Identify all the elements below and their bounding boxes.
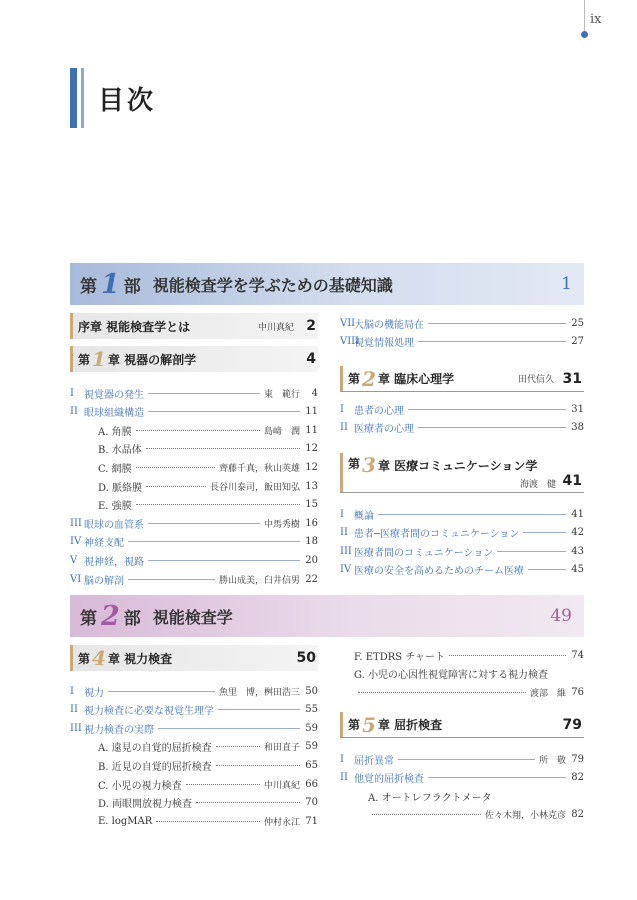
title-accent-bar-light xyxy=(81,68,84,128)
toc-leader xyxy=(136,467,215,468)
toc-leader xyxy=(449,655,566,656)
chapter-3-pre: 第 xyxy=(348,457,361,471)
toc-entry-label: 医療の安全を高めるためのチーム医療 xyxy=(354,566,524,578)
toc-entry[interactable] xyxy=(340,666,584,682)
toc-entry-number: I xyxy=(70,387,74,399)
toc-entry-page: 13 xyxy=(305,480,318,492)
toc-entry-page: 15 xyxy=(305,499,318,511)
toc-entry-page: 11 xyxy=(305,406,318,418)
chapter-3-title: 章 医療コミュニケーション学 xyxy=(377,459,538,473)
toc-entry-number: VII xyxy=(340,317,356,329)
toc-entry-number: III xyxy=(340,545,352,557)
toc-entry-number: II xyxy=(340,772,348,784)
toc-entry-label: 脳の解剖 xyxy=(84,575,124,587)
toc-entry-number: I xyxy=(340,403,344,415)
page-title: 目次 xyxy=(98,85,157,116)
toc-leader xyxy=(128,579,215,580)
toc-entry-page: 12 xyxy=(305,461,318,473)
toc-entry-label: 医療者の心理 xyxy=(354,423,414,435)
toc-entry-page: 76 xyxy=(571,686,584,698)
page-rule xyxy=(584,0,585,34)
toc-entry-page: 50 xyxy=(305,685,318,697)
chapter-1-header[interactable] xyxy=(70,346,318,372)
toc-leader xyxy=(358,692,526,693)
toc-entry-label: D. 両眼開放視力検査 xyxy=(98,799,193,811)
toc-leader xyxy=(148,411,300,412)
toc-entry[interactable] xyxy=(70,441,318,457)
toc-entry-author: 和田直子 xyxy=(263,743,300,754)
part-2-header xyxy=(70,595,584,637)
toc-leader xyxy=(136,504,300,505)
toc-leader xyxy=(148,393,260,394)
chapter-2-number: 2 xyxy=(362,366,376,391)
toc-entry-number: III xyxy=(70,722,82,734)
toc-entry-label: C. 小児の視力検査 xyxy=(98,780,182,792)
toc-entry[interactable] xyxy=(70,515,318,531)
toc-entry-label: 屈折異常 xyxy=(354,755,394,767)
chapter-4-number: 4 xyxy=(92,646,106,670)
part-1-number: 1 xyxy=(101,268,120,300)
toc-entry-page: 43 xyxy=(571,545,584,557)
toc-entry-number: II xyxy=(70,406,78,418)
toc-entry-label: 患者─医療者間のコミュニケーション xyxy=(354,529,520,541)
toc-entry[interactable] xyxy=(340,333,584,349)
toc-entry-label: 大脳の機能局在 xyxy=(354,319,424,331)
toc-entry-page: 25 xyxy=(571,317,584,329)
toc-entry-page: 31 xyxy=(571,403,584,415)
toc-entry-page: 16 xyxy=(305,517,318,529)
toc-entry-label: G. 小児の心因性視覚障害に対する視力検査 xyxy=(354,670,548,682)
toc-entry-label: 眼球の血管系 xyxy=(84,519,144,531)
toc-entry-label: 視力 xyxy=(84,687,104,699)
toc-entry-page: 59 xyxy=(305,722,318,734)
toc-leader xyxy=(418,427,566,428)
toc-entry[interactable] xyxy=(70,795,318,811)
toc-leader xyxy=(146,486,206,487)
toc-leader xyxy=(108,691,215,692)
toc-entry-author: 魚里 博，桝田浩三 xyxy=(218,687,300,698)
toc-leader xyxy=(186,784,260,785)
toc-entry[interactable] xyxy=(340,647,584,663)
toc-entry-page: 66 xyxy=(305,778,318,790)
toc-entry[interactable] xyxy=(340,770,584,786)
toc-entry-label: 他覚的屈折検査 xyxy=(354,774,424,786)
toc-leader xyxy=(146,448,300,449)
toc-entry-page: 22 xyxy=(305,573,318,585)
chapter-2-author: 田代信久 xyxy=(518,375,555,385)
toc-entry[interactable] xyxy=(340,684,584,700)
chapter-3-page: 41 xyxy=(562,473,582,489)
chapter-1-number: 1 xyxy=(92,347,106,371)
toc-entry-number: III xyxy=(70,517,82,529)
toc-entry-page: 42 xyxy=(571,527,584,539)
part-1-post: 部 xyxy=(123,276,141,297)
toc-entry-page: 82 xyxy=(571,809,584,821)
toc-entry-number: I xyxy=(340,508,344,520)
toc-entry-page: 41 xyxy=(571,508,584,520)
chapter-0-header[interactable] xyxy=(70,313,318,339)
toc-leader xyxy=(216,765,300,766)
toc-entry-page: 74 xyxy=(571,649,584,661)
toc-entry-author: 島﨑 潤 xyxy=(263,426,300,437)
toc-entry-label: 視覚器の発生 xyxy=(84,389,144,401)
toc-entry[interactable] xyxy=(70,776,318,792)
toc-entry[interactable] xyxy=(340,543,584,559)
chapter-0-title: 序章 視能検査学とは xyxy=(78,319,191,334)
toc-leader xyxy=(497,551,566,552)
toc-entry-label: E. logMAR xyxy=(98,815,153,827)
toc-entry-label: 神経支配 xyxy=(84,538,124,550)
toc-entry-label: 視力検査に必要な視覚生理学 xyxy=(84,706,214,718)
chapter-4-pre: 第 xyxy=(78,651,91,666)
toc-entry-label: 視覚情報処理 xyxy=(354,337,414,349)
chapter-2-page: 31 xyxy=(562,370,582,387)
toc-leader xyxy=(428,777,566,778)
toc-leader xyxy=(528,569,566,570)
part-2-post: 部 xyxy=(123,608,141,629)
toc-entry[interactable] xyxy=(70,534,318,550)
toc-entry-label: E. 強膜 xyxy=(98,501,132,513)
toc-entry-number: II xyxy=(70,704,78,716)
toc-entry[interactable] xyxy=(70,459,318,475)
chapter-1-title: 章 視器の解剖学 xyxy=(107,352,197,367)
toc-leader xyxy=(398,759,535,760)
toc-entry-page: 38 xyxy=(571,421,584,433)
chapter-4-title: 章 視力検査 xyxy=(107,651,173,666)
toc-leader xyxy=(428,323,566,324)
toc-entry[interactable] xyxy=(70,497,318,513)
toc-entry[interactable] xyxy=(340,419,584,435)
toc-entry-author: 仲村永江 xyxy=(263,817,300,828)
toc-entry-number: I xyxy=(340,753,344,765)
toc-entry-author: 渡部 維 xyxy=(529,688,566,699)
part-2-title: 視能検査学 xyxy=(152,607,233,627)
toc-entry-author: 所 敬 xyxy=(538,755,566,766)
chapter-3-header[interactable] xyxy=(340,453,584,493)
toc-entry-page: 65 xyxy=(305,759,318,771)
toc-leader xyxy=(128,541,300,542)
toc-entry-label: 概論 xyxy=(354,510,374,522)
toc-entry-page: 71 xyxy=(305,815,318,827)
chapter-1-page: 4 xyxy=(306,351,316,367)
chapter-4-header[interactable] xyxy=(70,645,318,671)
toc-entry-author: 中川真紀 xyxy=(263,780,300,791)
toc-entry[interactable] xyxy=(340,506,584,522)
title-accent-bar xyxy=(70,68,77,128)
toc-entry-page: 20 xyxy=(305,554,318,566)
toc-entry-label: C. 網膜 xyxy=(98,463,132,475)
chapter-0-author: 中川真紀 xyxy=(258,322,295,333)
toc-entry[interactable] xyxy=(340,315,584,331)
toc-entry-author: 勝山成美，臼井信男 xyxy=(218,575,300,586)
chapter-5-page: 79 xyxy=(562,716,582,733)
title-block xyxy=(70,68,156,128)
toc-entry-page: 4 xyxy=(311,387,318,399)
chapter-5-header[interactable] xyxy=(340,712,584,738)
toc-entry[interactable] xyxy=(340,562,584,578)
part-2-pre: 第 xyxy=(80,608,97,629)
chapter-5-pre: 第 xyxy=(348,718,361,732)
toc-entry[interactable] xyxy=(70,813,318,829)
toc-entry[interactable] xyxy=(70,552,318,568)
chapter-3-number: 3 xyxy=(362,453,376,477)
part-1-title: 視能検査学を学ぶための基礎知識 xyxy=(152,275,393,295)
page-number: ix xyxy=(590,12,602,27)
toc-entry-page: 27 xyxy=(571,335,584,347)
toc-entry[interactable] xyxy=(70,422,318,438)
toc-leader xyxy=(148,560,300,561)
toc-leader xyxy=(418,341,566,342)
chapter-1-pre: 第 xyxy=(78,352,91,367)
toc-leader xyxy=(136,430,260,431)
toc-entry-label: D. 脈絡膜 xyxy=(98,482,143,494)
part-2-page: 49 xyxy=(550,606,572,626)
toc-entry-number: V xyxy=(70,554,78,566)
toc-entry-number: VI xyxy=(70,573,82,585)
toc-entry-author: 東 範行 xyxy=(263,389,300,400)
toc-leader xyxy=(408,409,566,410)
toc-entry-label: 視力検査の実際 xyxy=(84,724,154,736)
toc-entry[interactable] xyxy=(70,739,318,755)
toc-leader xyxy=(196,802,300,803)
toc-entry[interactable] xyxy=(340,525,584,541)
toc-entry[interactable] xyxy=(70,571,318,587)
toc-entry-page: 45 xyxy=(571,564,584,576)
toc-entry-label: A. 遠見の自覚的屈折検査 xyxy=(98,743,212,755)
toc-entry-number: IV xyxy=(70,536,82,548)
chapter-3-author: 海渡 健 xyxy=(520,480,557,490)
toc-leader xyxy=(523,532,566,533)
chapter-5-title: 章 屈折検査 xyxy=(377,718,443,732)
toc-entry[interactable] xyxy=(70,385,318,401)
toc-entry-page: 55 xyxy=(305,704,318,716)
toc-entry-page: 59 xyxy=(305,741,318,753)
toc-entry-page: 79 xyxy=(571,753,584,765)
chapter-5-number: 5 xyxy=(362,712,376,737)
toc-entry-page: 12 xyxy=(305,443,318,455)
toc-entry-page: 70 xyxy=(305,797,318,809)
toc-leader xyxy=(378,514,566,515)
toc-entry-author: 齊藤千真，秋山英雄 xyxy=(218,463,300,474)
toc-entry-page: 11 xyxy=(305,424,318,436)
toc-entry[interactable] xyxy=(340,807,584,823)
toc-leader xyxy=(218,709,300,710)
part-1-page: 1 xyxy=(561,274,572,294)
chapter-4-page: 50 xyxy=(296,650,316,666)
toc-leader xyxy=(158,728,300,729)
chapter-2-title: 章 臨床心理学 xyxy=(377,372,455,386)
toc-entry-label: A. オートレフラクトメータ xyxy=(368,792,492,804)
toc-entry-label: 眼球組織構造 xyxy=(84,408,144,420)
toc-entry-label: 患者の心理 xyxy=(354,405,404,417)
chapter-2-pre: 第 xyxy=(348,372,361,386)
toc-entry-number: II xyxy=(340,421,348,433)
chapter-2-header[interactable] xyxy=(340,366,584,392)
toc-leader xyxy=(216,746,260,747)
page-dot-icon xyxy=(581,31,588,38)
toc-entry[interactable] xyxy=(340,751,584,767)
toc-entry-label: B. 近見の自覚的屈折検査 xyxy=(98,761,212,773)
toc-entry[interactable] xyxy=(340,788,584,804)
toc-entry-label: F. ETDRS チャート xyxy=(354,651,445,663)
toc-entry-page: 82 xyxy=(571,772,584,784)
toc-leader xyxy=(148,523,260,524)
part-1-header xyxy=(70,263,584,305)
toc-entry[interactable] xyxy=(70,683,318,699)
toc-entry[interactable] xyxy=(70,757,318,773)
part-1-pre: 第 xyxy=(80,276,97,297)
toc-entry[interactable] xyxy=(70,478,318,494)
toc-entry-number: I xyxy=(70,685,74,697)
toc-leader xyxy=(372,814,481,815)
toc-entry-page: 18 xyxy=(305,536,318,548)
toc-entry-number: VIII xyxy=(340,335,360,347)
chapter-0-page: 2 xyxy=(306,318,316,334)
toc-entry-author: 佐々木翔，小林克彦 xyxy=(484,811,566,822)
toc-entry-number: IV xyxy=(340,564,352,576)
toc-entry-author: 中馬秀樹 xyxy=(263,519,300,530)
toc-entry[interactable] xyxy=(70,702,318,718)
toc-entry[interactable] xyxy=(70,720,318,736)
toc-entry[interactable] xyxy=(70,404,318,420)
toc-entry-label: 視神経，視路 xyxy=(84,556,144,568)
toc-entry-label: A. 角膜 xyxy=(98,426,132,438)
toc-leader xyxy=(156,821,260,822)
toc-entry-label: B. 水晶体 xyxy=(98,445,142,457)
toc-entry-number: II xyxy=(340,527,348,539)
toc-entry-label: 医療者間のコミュニケーション xyxy=(354,547,494,559)
toc-entry[interactable] xyxy=(340,401,584,417)
toc-entry-author: 長谷川泰司，飯田知弘 xyxy=(209,482,300,493)
part-2-number: 2 xyxy=(101,600,120,632)
